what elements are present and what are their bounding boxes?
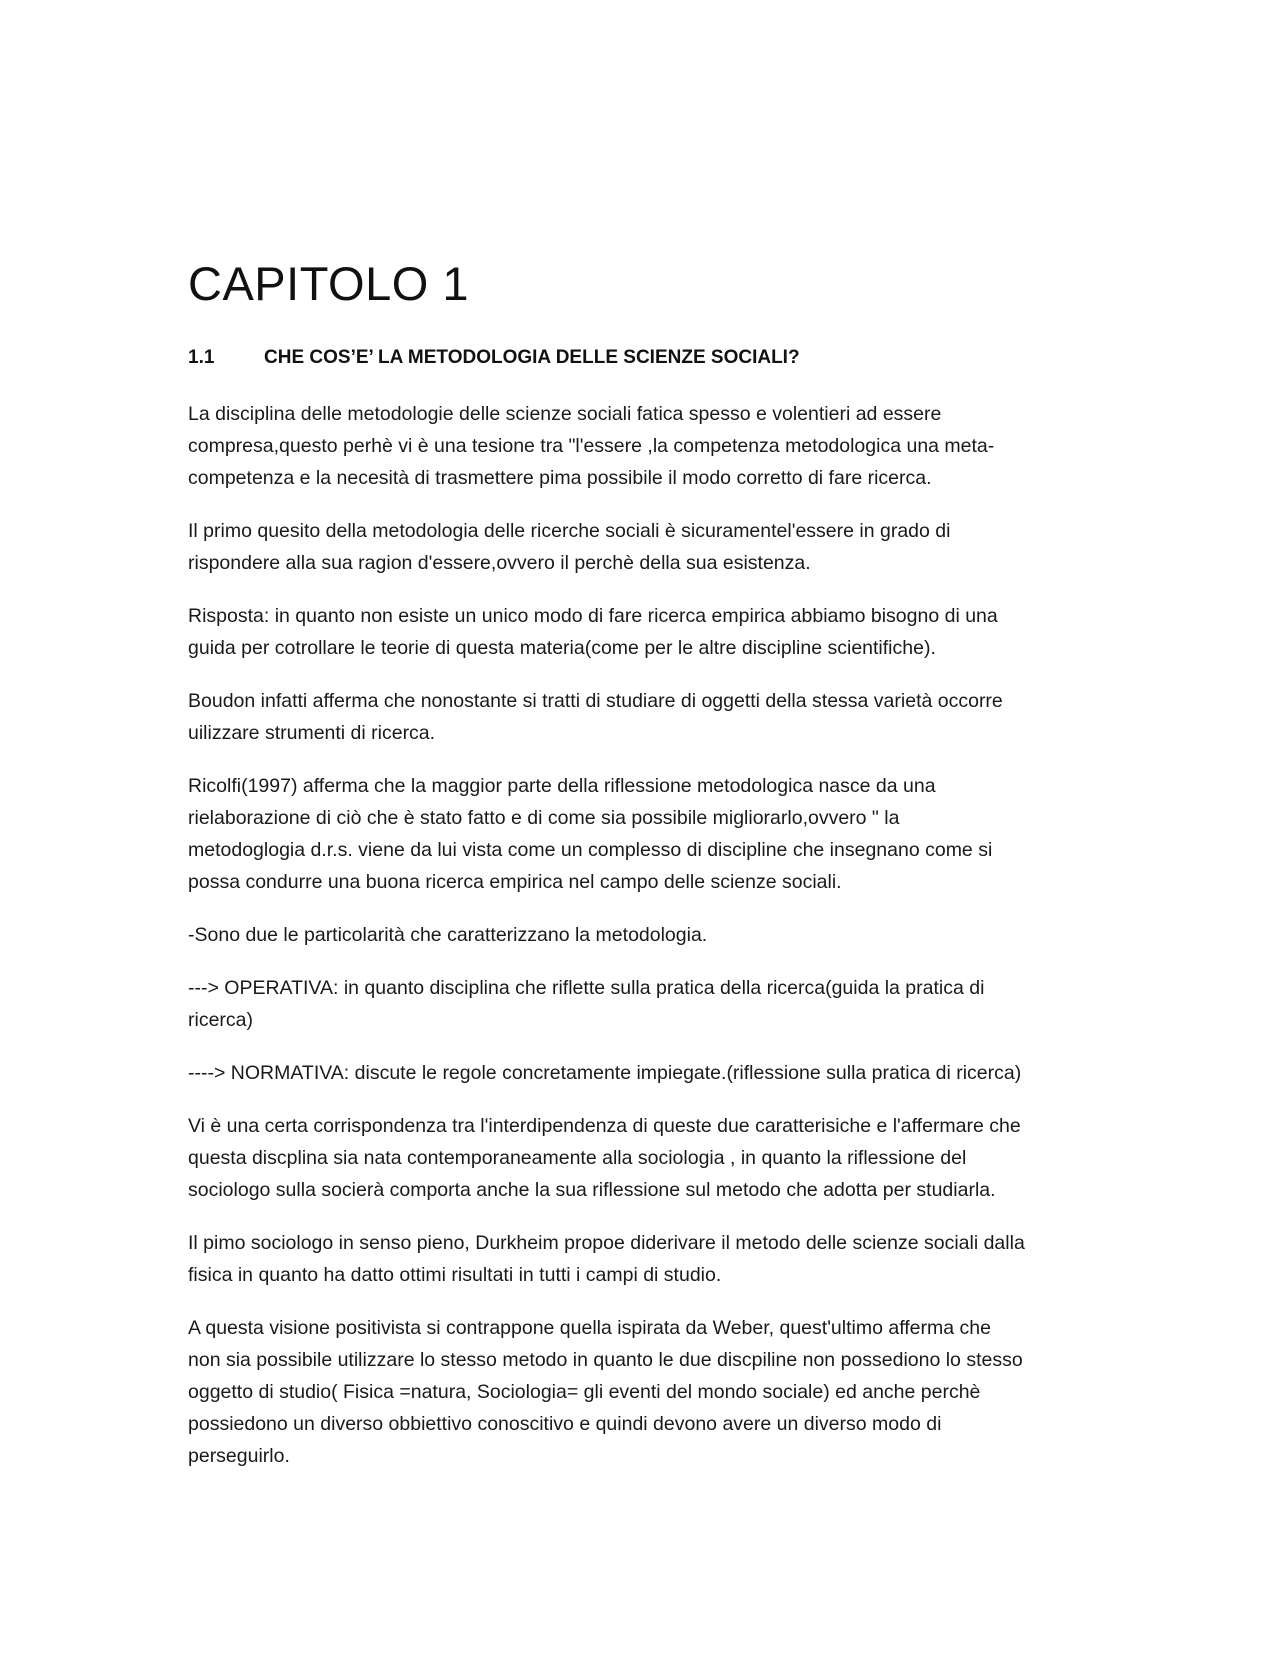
paragraph-line: ricerca) bbox=[188, 1009, 254, 1031]
paragraph-line: questa discplina sia nata contemporaneamente alla sociologia , in quanto la riflessione del bbox=[188, 1147, 967, 1169]
paragraph-line: possiedono un diverso obbiettivo conoscitivo e quindi devono avere un diverso modo di bbox=[188, 1413, 942, 1435]
paragraph-line: guida per cotrollare le teorie di questa materia(come per le altre discipline scientifiche). bbox=[188, 637, 936, 659]
paragraph bbox=[188, 1312, 1108, 1472]
paragraph-line: non sia possibile utilizzare lo stesso metodo in quanto le due discpiline non possediono lo stesso bbox=[188, 1349, 1023, 1371]
paragraph bbox=[188, 1227, 1108, 1291]
paragraph bbox=[188, 685, 1108, 749]
paragraph-line: Il pimo sociologo in senso pieno, Durkheim propoe diderivare il metodo delle scienze sociali dalla bbox=[188, 1232, 1025, 1254]
paragraph bbox=[188, 919, 1108, 951]
paragraph-line: perseguirlo. bbox=[188, 1445, 290, 1467]
paragraph bbox=[188, 1057, 1108, 1089]
paragraph-line: oggetto di studio( Fisica =natura, Sociologia= gli eventi del mondo sociale) ed anche perchè bbox=[188, 1381, 981, 1403]
section-title: CHE COS’E’ LA METODOLOGIA DELLE SCIENZE SOCIALI? bbox=[264, 347, 800, 368]
paragraph bbox=[188, 770, 1108, 898]
chapter-title: CAPITOLO 1 bbox=[188, 257, 470, 310]
paragraph-line: Vi è una certa corrispondenza tra l'interdipendenza di queste due caratterisiche e l'affermare che bbox=[188, 1115, 1021, 1137]
paragraph-line: sociologo sulla socierà comporta anche la sua riflessione sul metodo che adotta per studiarla. bbox=[188, 1179, 996, 1201]
paragraph-line: compresa,questo perhè vi è una tesione tra "l'essere ,la competenza metodologica una meta- bbox=[188, 435, 995, 457]
body-text bbox=[188, 398, 1108, 1493]
paragraph-line: metodoglogia d.r.s. viene da lui vista come un complesso di discipline che insegnano come si bbox=[188, 839, 993, 861]
section-number: 1.1 bbox=[188, 347, 215, 368]
paragraph bbox=[188, 515, 1108, 579]
paragraph-line: Boudon infatti afferma che nonostante si tratti di studiare di oggetti della stessa varietà occorre bbox=[188, 690, 1003, 712]
paragraph-line: -Sono due le particolarità che caratterizzano la metodologia. bbox=[188, 924, 708, 946]
paragraph-line: ---> OPERATIVA: in quanto disciplina che riflette sulla pratica della ricerca(guida la pratica di bbox=[188, 977, 985, 999]
paragraph-line: fisica in quanto ha datto ottimi risultati in tutti i campi di studio. bbox=[188, 1264, 722, 1286]
paragraph bbox=[188, 1110, 1108, 1206]
paragraph-line: Risposta: in quanto non esiste un unico modo di fare ricerca empirica abbiamo bisogno di una bbox=[188, 605, 998, 627]
paragraph-line: Ricolfi(1997) afferma che la maggior parte della riflessione metodologica nasce da una bbox=[188, 775, 936, 797]
paragraph-line: A questa visione positivista si contrappone quella ispirata da Weber, quest'ultimo afferma che bbox=[188, 1317, 991, 1339]
paragraph-line: uilizzare strumenti di ricerca. bbox=[188, 722, 436, 744]
paragraph-line: Il primo quesito della metodologia delle ricerche sociali è sicuramentel'essere in grado di bbox=[188, 520, 951, 542]
paragraph-line: rispondere alla sua ragion d'essere,ovvero il perchè della sua esistenza. bbox=[188, 552, 811, 574]
paragraph bbox=[188, 398, 1108, 494]
paragraph bbox=[188, 972, 1108, 1036]
paragraph-line: ----> NORMATIVA: discute le regole concretamente impiegate.(riflessione sulla pratica di ricerca) bbox=[188, 1062, 1022, 1084]
paragraph-line: rielaborazione di ciò che è stato fatto e di come sia possibile migliorarlo,ovvero " la bbox=[188, 807, 900, 829]
paragraph-line: La disciplina delle metodologie delle scienze sociali fatica spesso e volentieri ad essere bbox=[188, 403, 942, 425]
paragraph-line: possa condurre una buona ricerca empirica nel campo delle scienze sociali. bbox=[188, 871, 842, 893]
paragraph-line: competenza e la necesità di trasmettere pima possibile il modo corretto di fare ricerca. bbox=[188, 467, 932, 489]
paragraph bbox=[188, 600, 1108, 664]
section-heading bbox=[188, 347, 800, 369]
